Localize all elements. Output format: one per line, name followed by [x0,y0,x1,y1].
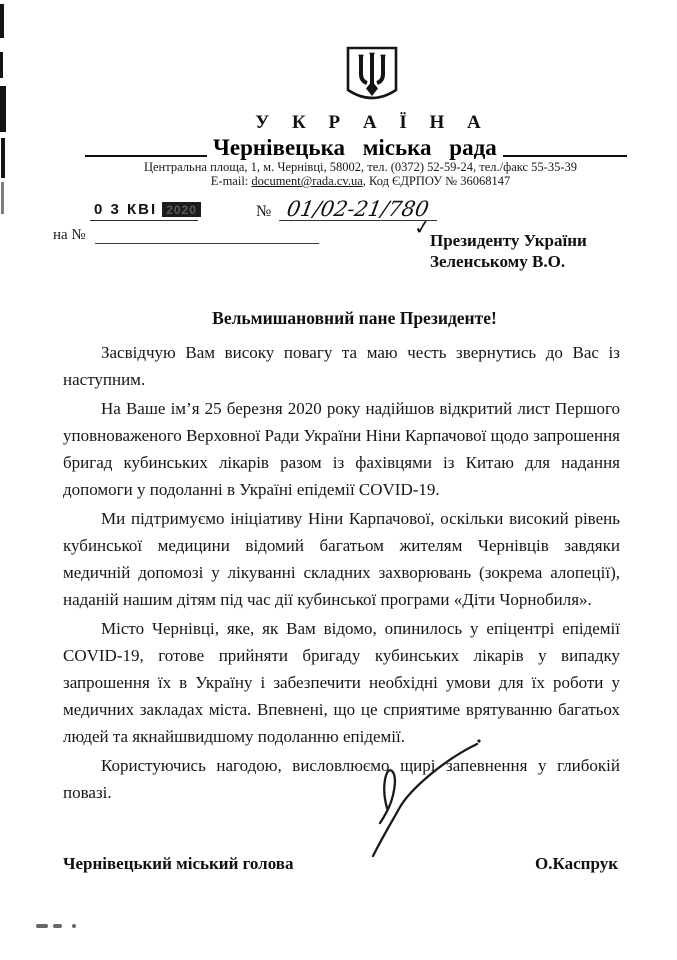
scan-mark [1,182,4,214]
handwritten-outgoing-number: 01/02-21/780 [279,198,441,221]
ukraine-trident-emblem-icon [345,46,399,108]
reply-to-label: на № [53,227,86,243]
country-title: У К Р А Ї Н А [255,112,490,133]
blank-underline [95,229,319,244]
date-stamp-day-month: 0 3 КВІ [94,201,158,218]
council-title: Чернівецька міська рада [213,135,497,160]
scan-mark [0,86,6,132]
paragraph: Місто Чернівці, яке, як Вам відомо, опинилось у епіцентрі епідемії COVID-19, готове прийняти бригаду кубинських лікарів у випадку запрошення їх в Україну і забезпечити необхідні умови для їх роботи у медичних закладах міста. Впевнені, що це сприятиме врятуванню багатьох людей та якнайшвидшому подоланню епідемії. [63,619,620,746]
paragraph: Користуючись нагодою, висловлюємо щирі запевнення у глибокій повазі. [63,756,620,802]
email-line [22,174,677,188]
date-stamp [90,201,198,221]
recipient-title: Президенту України [430,231,587,250]
date-stamp-year: 2020 [162,202,201,217]
number-sign-label: № [256,203,272,220]
divider-line-right [503,155,627,157]
address-line: Центральна площа, 1, м. Чернівці, 58002, тел. (0372) 52-59-24, тел./факс 55-35-39 [143,160,578,174]
divider-line-left [85,155,207,157]
outgoing-number-row [90,197,677,221]
paragraph: На Ваше ім’я 25 березня 2020 року надійшов відкритий лист Першого уповноваженого Верховної Ради України Ніни Карпачової щодо запрошення бригад кубинських лікарів разом із фахівцями із Китаю для надання допомоги у подоланні в Україні епідемії COVID-19. [63,399,620,499]
paragraph: Засвідчую Вам високу повагу та маю честь звернутись до Вас із наступним. [63,343,620,389]
edrpou-code: , Код ЄДРПОУ № 36068147 [362,174,511,188]
recipient-name: Зеленському В.О. [430,252,566,271]
scan-mark [0,4,4,38]
handwritten-signature [340,735,490,865]
council-title-row [85,136,627,160]
scan-mark [0,52,3,78]
scan-mark [53,924,62,928]
paragraph: Ми підтримуємо ініціативу Ніни Карпачової, оскільки високий рівень кубинської медицини відомий багатьом жителям Чернівців завдяки медичній допомозі у лікуванні складних захворювань (зокрема алопеції), наданій нашим дітям під час дії кубинської програми «Діти Чорнобиля». [63,509,620,609]
signer-position: Чернівецький міський голова [63,854,294,873]
signer-name: О.Каспрук [535,854,618,873]
recipient-block [412,216,587,272]
reply-number-row [53,226,677,244]
scan-mark [36,924,48,928]
scan-mark [72,924,76,928]
letterhead [0,46,677,188]
email-label: E-mail: [210,174,249,188]
handwritten-checkmark: ✓ [412,216,432,240]
salutation: Вельмишановний пане Президенте! [212,308,497,328]
scan-mark [1,138,5,178]
email-address: document@rada.cv.ua [251,174,363,188]
reference-block [53,197,677,244]
